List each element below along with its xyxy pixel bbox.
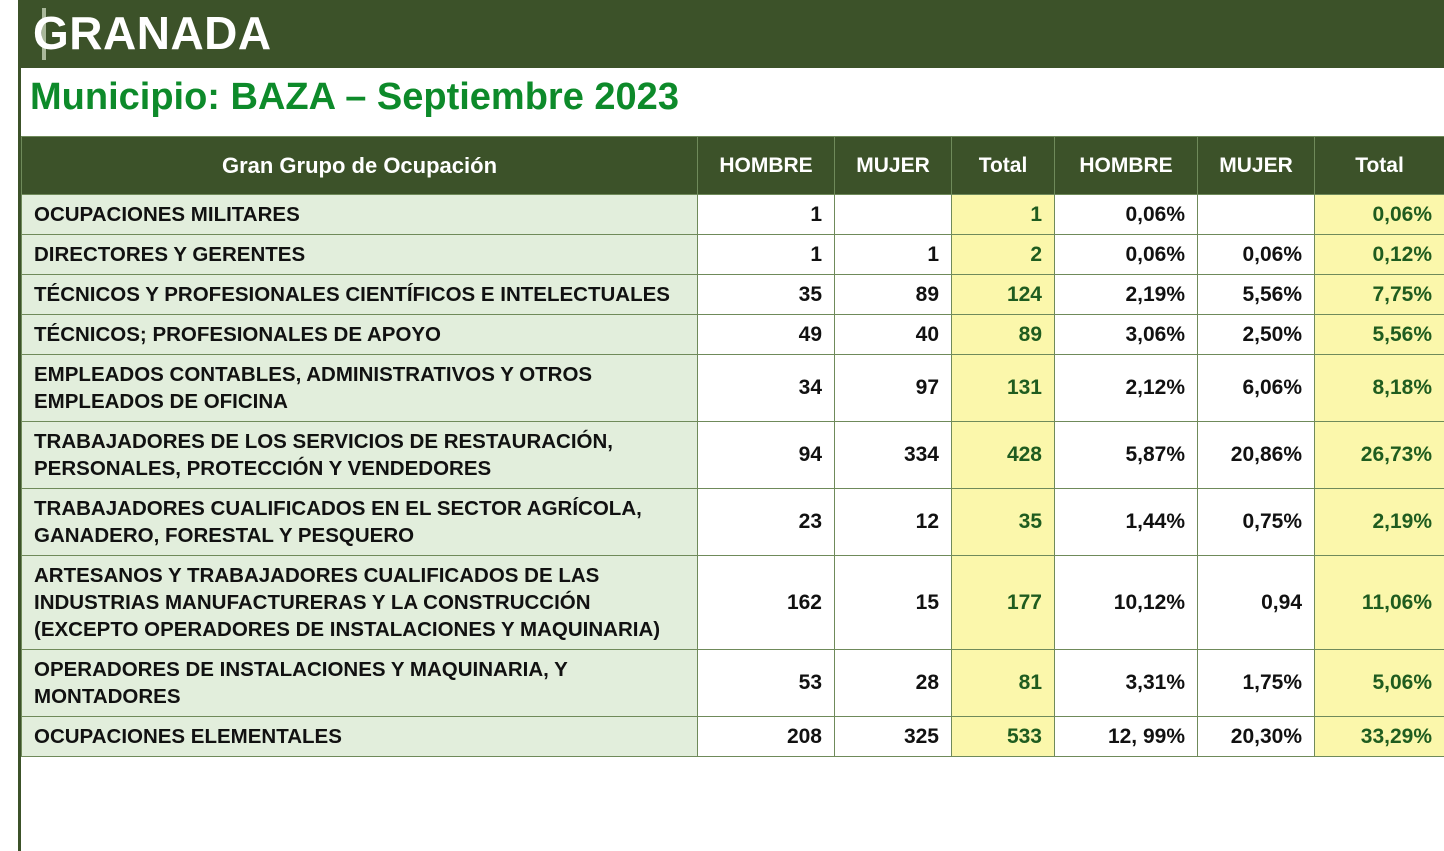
row-hombre-pct: 1,44% — [1055, 489, 1198, 556]
table-row — [22, 650, 1444, 717]
row-hombre-count: 1 — [698, 195, 835, 235]
column-header-mujer-pct: MUJER — [1198, 137, 1315, 195]
row-mujer-count: 40 — [835, 315, 952, 355]
row-mujer-pct: 0,94 — [1198, 556, 1315, 650]
row-hombre-pct: 3,31% — [1055, 650, 1198, 717]
row-label: TÉCNICOS Y PROFESIONALES CIENTÍFICOS E INTELECTUALES — [22, 275, 698, 315]
row-label: TRABAJADORES DE LOS SERVICIOS DE RESTAURACIÓN, PERSONALES, PROTECCIÓN Y VENDEDORES — [22, 422, 698, 489]
row-total-count: 35 — [952, 489, 1055, 556]
row-mujer-count — [835, 195, 952, 235]
row-total-pct: 0,06% — [1315, 195, 1444, 235]
row-label: DIRECTORES Y GERENTES — [22, 235, 698, 275]
left-accent-bar — [0, 0, 21, 851]
row-total-pct: 2,19% — [1315, 489, 1444, 556]
row-hombre-count: 34 — [698, 355, 835, 422]
row-label: TRABAJADORES CUALIFICADOS EN EL SECTOR AGRÍCOLA, GANADERO, FORESTAL Y PESQUERO — [22, 489, 698, 556]
row-total-count: 177 — [952, 556, 1055, 650]
column-header-total-pct: Total — [1315, 137, 1444, 195]
row-mujer-pct — [1198, 195, 1315, 235]
row-mujer-count: 28 — [835, 650, 952, 717]
row-total-pct: 5,56% — [1315, 315, 1444, 355]
table-row — [22, 275, 1444, 315]
row-mujer-pct: 1,75% — [1198, 650, 1315, 717]
table-header-row — [22, 137, 1444, 195]
province-title: GRANADA — [33, 7, 272, 59]
row-label: ARTESANOS Y TRABAJADORES CUALIFICADOS DE LAS INDUSTRIAS MANUFACTURERAS Y LA CONSTRUCCIÓN (EXCEPTO OPERADORES DE INSTALACIONES Y MAQUINARIA) — [22, 556, 698, 650]
row-label: OCUPACIONES MILITARES — [22, 195, 698, 235]
table-row — [22, 556, 1444, 650]
row-mujer-pct: 5,56% — [1198, 275, 1315, 315]
column-header-group: Gran Grupo de Ocupación — [22, 137, 698, 195]
row-mujer-pct: 0,75% — [1198, 489, 1315, 556]
row-mujer-count: 1 — [835, 235, 952, 275]
column-header-mujer-count: MUJER — [835, 137, 952, 195]
row-label: OCUPACIONES ELEMENTALES — [22, 717, 698, 757]
column-header-hombre-count: HOMBRE — [698, 137, 835, 195]
row-mujer-count: 325 — [835, 717, 952, 757]
row-total-count: 89 — [952, 315, 1055, 355]
table-row — [22, 717, 1444, 757]
table-row — [22, 422, 1444, 489]
row-label: TÉCNICOS; PROFESIONALES DE APOYO — [22, 315, 698, 355]
row-mujer-pct: 20,86% — [1198, 422, 1315, 489]
row-total-count: 2 — [952, 235, 1055, 275]
row-hombre-count: 49 — [698, 315, 835, 355]
table-row — [22, 235, 1444, 275]
row-hombre-pct: 3,06% — [1055, 315, 1198, 355]
row-total-pct: 26,73% — [1315, 422, 1444, 489]
row-total-count: 1 — [952, 195, 1055, 235]
table-row — [22, 489, 1444, 556]
row-total-pct: 5,06% — [1315, 650, 1444, 717]
table-row — [22, 315, 1444, 355]
row-mujer-pct: 6,06% — [1198, 355, 1315, 422]
row-hombre-pct: 12, 99% — [1055, 717, 1198, 757]
row-total-count: 428 — [952, 422, 1055, 489]
row-total-pct: 33,29% — [1315, 717, 1444, 757]
row-hombre-pct: 2,12% — [1055, 355, 1198, 422]
row-hombre-pct: 0,06% — [1055, 235, 1198, 275]
table-header — [22, 137, 1444, 195]
row-hombre-count: 1 — [698, 235, 835, 275]
row-mujer-count: 89 — [835, 275, 952, 315]
row-hombre-count: 162 — [698, 556, 835, 650]
row-total-count: 533 — [952, 717, 1055, 757]
row-mujer-pct: 2,50% — [1198, 315, 1315, 355]
row-mujer-count: 97 — [835, 355, 952, 422]
row-total-pct: 11,06% — [1315, 556, 1444, 650]
row-total-pct: 7,75% — [1315, 275, 1444, 315]
row-hombre-count: 94 — [698, 422, 835, 489]
row-total-pct: 0,12% — [1315, 235, 1444, 275]
table-row — [22, 195, 1444, 235]
row-mujer-count: 12 — [835, 489, 952, 556]
row-mujer-count: 334 — [835, 422, 952, 489]
occupation-table — [21, 136, 1444, 757]
row-total-count: 131 — [952, 355, 1055, 422]
row-hombre-count: 23 — [698, 489, 835, 556]
table-row — [22, 355, 1444, 422]
row-hombre-count: 53 — [698, 650, 835, 717]
row-mujer-count: 15 — [835, 556, 952, 650]
column-header-hombre-pct: HOMBRE — [1055, 137, 1198, 195]
row-total-count: 124 — [952, 275, 1055, 315]
row-hombre-pct: 0,06% — [1055, 195, 1198, 235]
row-total-pct: 8,18% — [1315, 355, 1444, 422]
row-total-count: 81 — [952, 650, 1055, 717]
row-mujer-pct: 0,06% — [1198, 235, 1315, 275]
column-header-total-count: Total — [952, 137, 1055, 195]
row-hombre-pct: 10,12% — [1055, 556, 1198, 650]
row-hombre-pct: 2,19% — [1055, 275, 1198, 315]
province-header-band — [21, 0, 1444, 68]
row-label: OPERADORES DE INSTALACIONES Y MAQUINARIA, Y MONTADORES — [22, 650, 698, 717]
row-label: EMPLEADOS CONTABLES, ADMINISTRATIVOS Y OTROS EMPLEADOS DE OFICINA — [22, 355, 698, 422]
row-hombre-pct: 5,87% — [1055, 422, 1198, 489]
table-body — [22, 195, 1444, 757]
row-hombre-count: 208 — [698, 717, 835, 757]
row-mujer-pct: 20,30% — [1198, 717, 1315, 757]
row-hombre-count: 35 — [698, 275, 835, 315]
municipality-subtitle: Municipio: BAZA – Septiembre 2023 — [30, 76, 679, 118]
